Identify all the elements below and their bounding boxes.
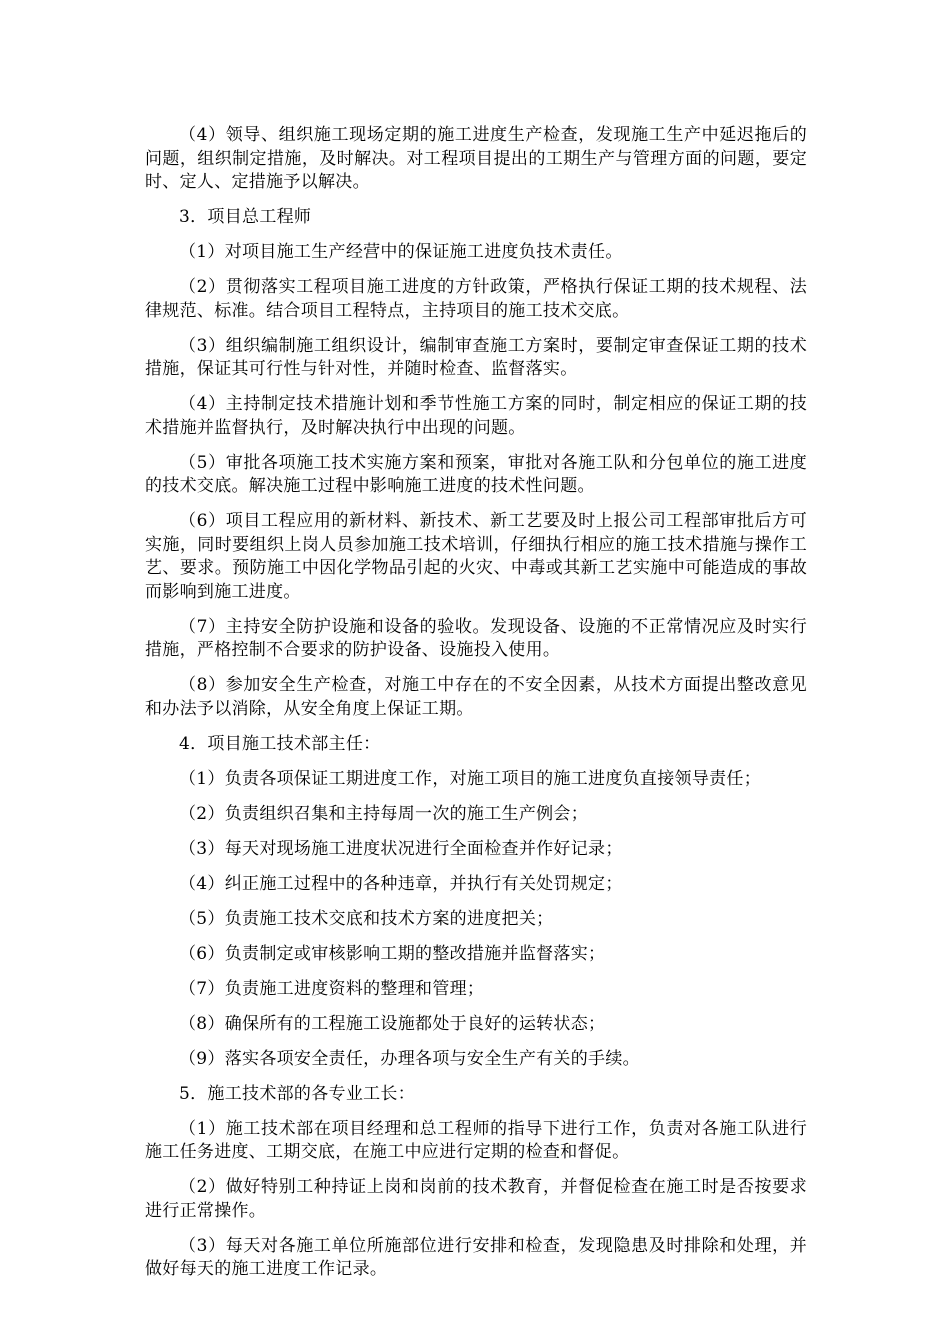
section-heading: 5．施工技术部的各专业工长：: [179, 1083, 416, 1104]
paragraph: （5）审批各项施工技术实施方案和预案，审批对各施工队和分包单位的施工进度的技术交底。解决施工过程中影响施工进度的技术性问题。: [145, 452, 807, 496]
document-body: [145, 124, 807, 1293]
paragraph: （8）确保所有的工程施工设施都处于良好的运转状态；: [179, 1013, 606, 1034]
paragraph: （7）主持安全防护设施和设备的验收。发现设备、设施的不正常情况应及时实行措施，严格控制不合要求的防护设备、设施投入使用。: [145, 616, 807, 660]
paragraph: （1）施工技术部在项目经理和总工程师的指导下进行工作，负责对各施工队进行施工任务进度、工期交底，在施工中应进行定期的检查和督促。: [145, 1118, 807, 1162]
paragraph: （3）每天对各施工单位所施部位进行安排和检查，发现隐患及时排除和处理，并做好每天的施工进度工作记录。: [145, 1235, 807, 1279]
paragraph: （3）每天对现场施工进度状况进行全面检查并作好记录；: [179, 838, 623, 859]
section-heading: 3．项目总工程师: [179, 207, 312, 227]
section-heading: 4．项目施工技术部主任：: [179, 733, 381, 754]
paragraph: （6）项目工程应用的新材料、新技术、新工艺要及时上报公司工程部审批后方可实施，同时要组织上岗人员参加施工技术培训，仔细执行相应的施工技术措施与操作工艺、要求。预防施工中因化学物品引起的火灾、中毒或其新工艺实施中可能造成的事故而影响到施工进度。: [145, 511, 807, 602]
paragraph: （9）落实各项安全责任，办理各项与安全生产有关的手续。: [179, 1048, 640, 1069]
paragraph: （5）负责施工技术交底和技术方案的进度把关；: [179, 908, 554, 929]
paragraph: （6）负责制定或审核影响工期的整改措施并监督落实；: [179, 943, 606, 964]
paragraph: （1）对项目施工生产经营中的保证施工进度负技术责任。: [179, 242, 623, 262]
paragraph: （3）组织编制施工组织设计，编制审查施工方案时，要制定审查保证工期的技术措施，保证其可行性与针对性，并随时检查、监督落实。: [145, 335, 807, 379]
paragraph: （8）参加安全生产检查，对施工中存在的不安全因素，从技术方面提出整改意见和办法予以消除，从安全角度上保证工期。: [145, 675, 807, 719]
paragraph: （1）负责各项保证工期进度工作，对施工项目的施工进度负直接领导责任；: [179, 768, 762, 789]
paragraph: （2）贯彻落实工程项目施工进度的方针政策，严格执行保证工期的技术规程、法律规范、标准。结合项目工程特点，主持项目的施工技术交底。: [145, 277, 807, 321]
paragraph: （4）纠正施工过程中的各种违章，并执行有关处罚规定；: [179, 873, 623, 894]
paragraph: （4）领导、组织施工现场定期的施工进度生产检查，发现施工生产中延迟拖后的问题，组织制定措施，及时解决。对工程项目提出的工期生产与管理方面的问题，要定时、定人、定措施予以解决。: [145, 125, 807, 192]
paragraph: （4）主持制定技术措施计划和季节性施工方案的同时，制定相应的保证工期的技术措施并监督执行，及时解决执行中出现的问题。: [145, 394, 807, 438]
paragraph: （2）做好特别工种持证上岗和岗前的技术教育，并督促检查在施工时是否按要求进行正常操作。: [145, 1177, 807, 1221]
paragraph: （2）负责组织召集和主持每周一次的施工生产例会；: [179, 803, 589, 824]
paragraph: （7）负责施工进度资料的整理和管理；: [179, 978, 485, 999]
